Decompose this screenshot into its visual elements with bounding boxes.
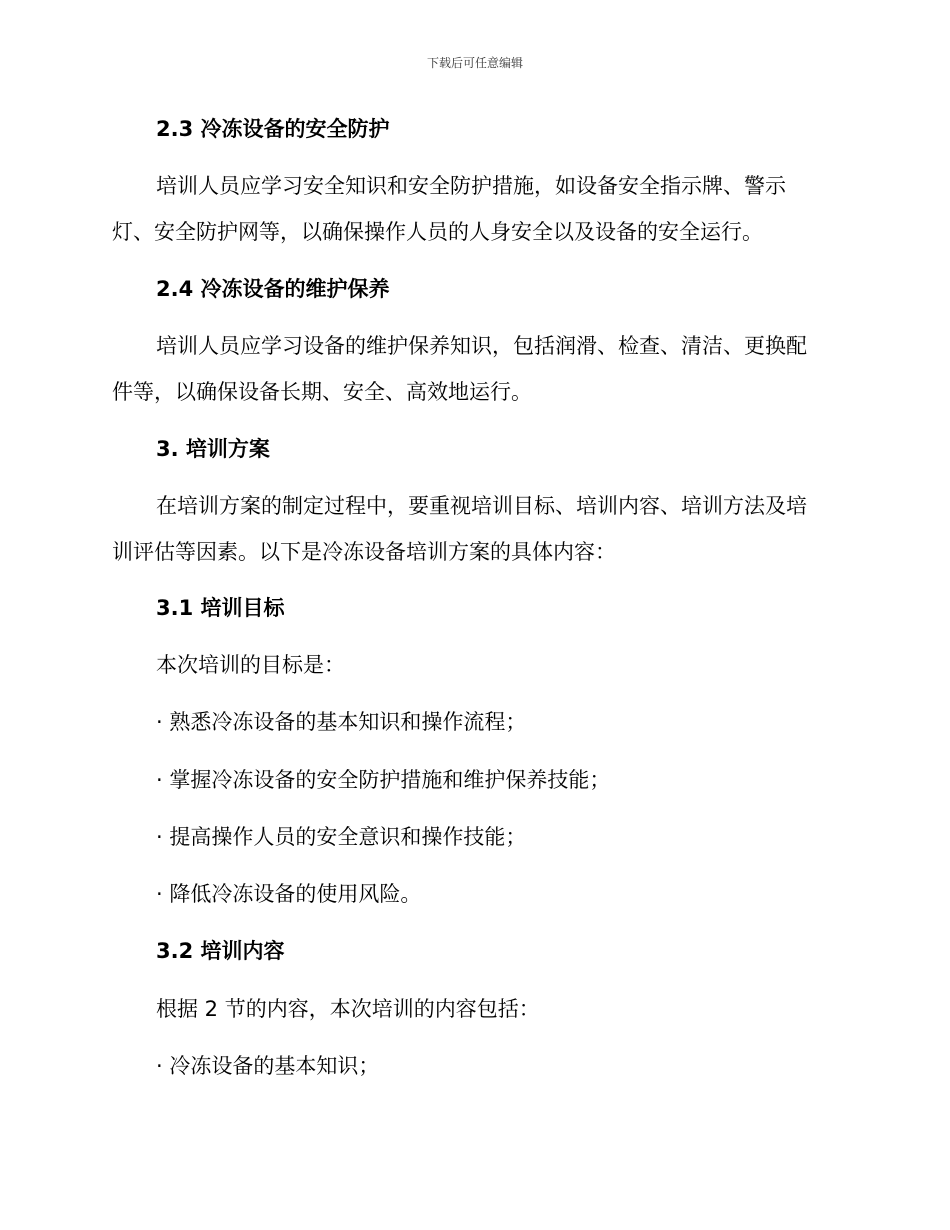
list-item: · 冷冻设备的基本知识； [156,1054,380,1078]
section-3-2-intro: 根据 2 节的内容，本次培训的内容包括： [156,997,540,1021]
section-3-paragraph-line-1: 在培训方案的制定过程中，要重视培训目标、培训内容、培训方法及培 [156,494,807,518]
section-2-3-paragraph-line-2: 灯、安全防护网等，以确保操作人员的人身安全以及设备的安全运行。 [112,220,763,244]
section-2-3-heading: 2.3 冷冻设备的安全防护 [156,117,390,141]
section-3-heading: 3. 培训方案 [156,437,270,461]
section-3-1-intro: 本次培训的目标是： [156,653,345,677]
list-item: · 熟悉冷冻设备的基本知识和操作流程； [156,710,527,734]
section-2-3-paragraph-line-1: 培训人员应学习安全知识和安全防护措施，如设备安全指示牌、警示 [156,174,786,198]
list-item: · 降低冷冻设备的使用风险。 [156,882,422,906]
section-3-paragraph-line-2: 训评估等因素。以下是冷冻设备培训方案的具体内容： [112,540,616,564]
section-2-4-paragraph-line-2: 件等，以确保设备长期、安全、高效地运行。 [112,380,532,404]
list-item: · 掌握冷冻设备的安全防护措施和维护保养技能； [156,768,611,792]
section-2-4-heading: 2.4 冷冻设备的维护保养 [156,277,390,301]
section-3-1-heading: 3.1 培训目标 [156,596,285,620]
section-3-2-heading: 3.2 培训内容 [156,939,285,963]
list-item: · 提高操作人员的安全意识和操作技能； [156,825,527,849]
page-header-note: 下载后可任意编辑 [426,56,523,70]
section-2-4-paragraph-line-1: 培训人员应学习设备的维护保养知识，包括润滑、检查、清洁、更换配 [156,334,807,358]
